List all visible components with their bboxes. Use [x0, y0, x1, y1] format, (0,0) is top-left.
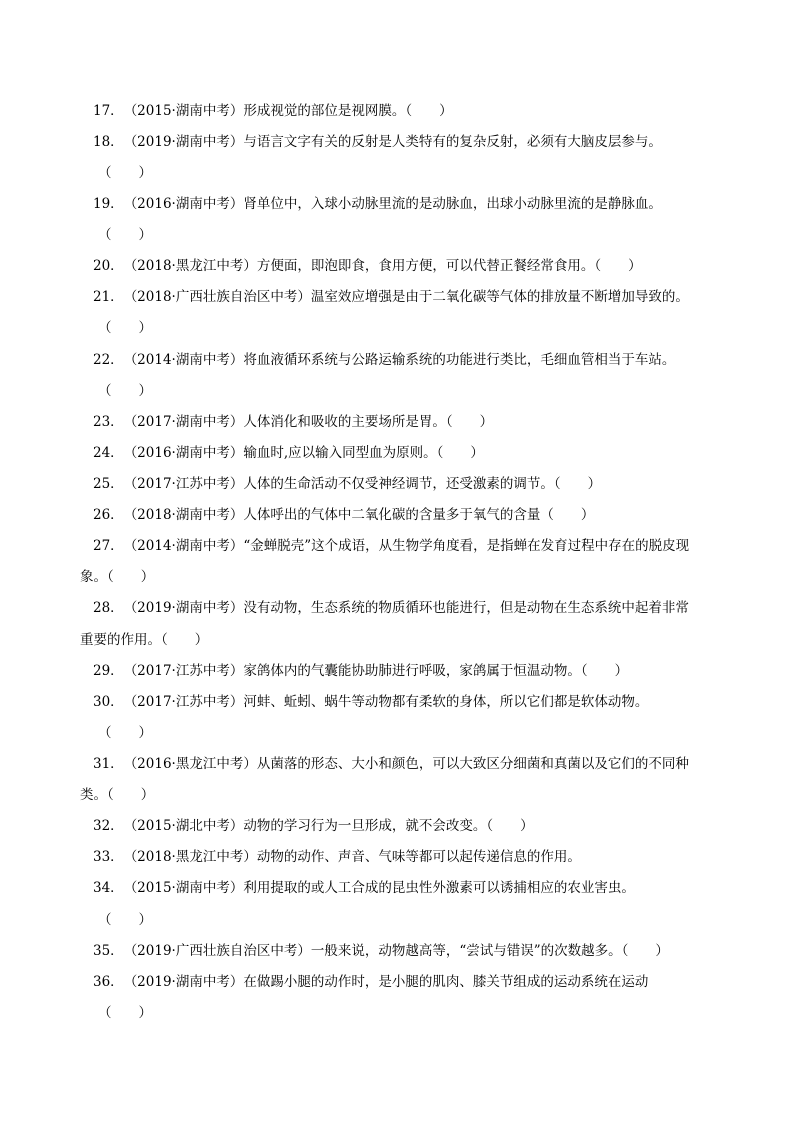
- question-21: [93, 289, 703, 305]
- question-text: （2018·湖南中考）人体呼出的气体中二氧化碳的含量多于氧气的含量（ ）: [123, 507, 595, 523]
- answer-blank: （ ）: [98, 912, 152, 928]
- question-number: 32．: [93, 818, 124, 834]
- question-text: （2016·黑龙江中考）从菌落的形态、大小和颜色，可以大致区分细菌和真菌以及它们的不同种: [123, 756, 689, 772]
- question-30-answer-paren: [98, 725, 708, 741]
- question-number: 24．: [93, 445, 124, 461]
- question-number: 31．: [93, 756, 124, 772]
- question-30: [93, 694, 703, 710]
- question-31-continuation: [80, 787, 690, 803]
- question-number: 27．: [93, 538, 124, 554]
- question-26: [93, 507, 703, 523]
- question-text-continued: 类。（ ）: [80, 787, 155, 803]
- answer-blank: （ ）: [98, 320, 152, 336]
- question-17: [93, 103, 703, 119]
- question-33: [93, 849, 703, 865]
- question-number: 22．: [93, 352, 124, 368]
- question-text: （2019·广西壮族自治区中考）一般来说，动物越高等，“尝试与错误”的次数越多。（ ）: [123, 943, 669, 959]
- question-number: 36．: [93, 974, 124, 990]
- question-31: [93, 756, 703, 772]
- question-text: （2018·黑龙江中考）方便面，即泡即食，食用方便，可以代替正餐经常食用。（ ）: [123, 258, 642, 274]
- question-number: 29．: [93, 663, 124, 679]
- question-text: （2017·湖南中考）人体消化和吸收的主要场所是胃。（ ）: [123, 414, 494, 430]
- question-text: （2014·湖南中考）“金蝉脱壳”这个成语，从生物学角度看，是指蝉在发育过程中存在的脱皮现: [123, 538, 690, 554]
- question-28: [93, 600, 703, 616]
- question-text: （2019·湖南中考）在做踢小腿的动作时，是小腿的肌肉、膝关节组成的运动系统在运动: [123, 974, 649, 990]
- question-text: （2016·湖南中考）输血时,应以输入同型血为原则。（ ）: [123, 445, 484, 461]
- question-text: （2019·湖南中考）没有动物，生态系统的物质循环也能进行，但是动物在生态系统中起着非常: [123, 600, 689, 616]
- question-text: （2017·江苏中考）人体的生命活动不仅受神经调节，还受激素的调节。（ ）: [123, 476, 602, 492]
- question-19-answer-paren: [98, 227, 708, 243]
- question-20: [93, 258, 703, 274]
- question-number: 20．: [93, 258, 124, 274]
- question-text: （2015·湖北中考）动物的学习行为一旦形成，就不会改变。（ ）: [123, 818, 534, 834]
- question-36-answer-paren: [98, 1005, 708, 1021]
- question-text: （2017·江苏中考）家鸽体内的气囊能协助肺进行呼吸，家鸽属于恒温动物。（ ）: [123, 663, 629, 679]
- question-text: （2015·湖南中考）形成视觉的部位是视网膜。（ ）: [123, 103, 453, 119]
- question-number: 23．: [93, 414, 124, 430]
- question-number: 21．: [93, 289, 124, 305]
- question-number: 18．: [93, 134, 124, 150]
- question-29: [93, 663, 703, 679]
- question-number: 25．: [93, 476, 124, 492]
- question-number: 19．: [93, 196, 124, 212]
- question-21-answer-paren: [98, 320, 708, 336]
- question-text: （2015·湖南中考）利用提取的或人工合成的昆虫性外激素可以诱捕相应的农业害虫。: [123, 880, 635, 896]
- question-text: （2018·广西壮族自治区中考）温室效应增强是由于二氧化碳等气体的排放量不断增加导致的。: [123, 289, 689, 305]
- question-number: 26．: [93, 507, 124, 523]
- question-text: （2018·黑龙江中考）动物的动作、声音、气味等都可以起传递信息的作用。: [123, 849, 581, 865]
- question-text-continued: 象。（ ）: [80, 569, 155, 585]
- question-22: [93, 352, 703, 368]
- question-27-continuation: [80, 569, 690, 585]
- question-27: [93, 538, 703, 554]
- question-19: [93, 196, 703, 212]
- question-number: 30．: [93, 694, 124, 710]
- question-text: （2016·湖南中考）肾单位中，入球小动脉里流的是动脉血，出球小动脉里流的是静脉血。: [123, 196, 662, 212]
- question-18-answer-paren: [98, 165, 708, 181]
- question-28-continuation: [80, 632, 690, 648]
- answer-blank: （ ）: [98, 725, 152, 741]
- answer-blank: （ ）: [98, 383, 152, 399]
- question-number: 34．: [93, 880, 124, 896]
- question-23: [93, 414, 703, 430]
- answer-blank: （ ）: [98, 227, 152, 243]
- answer-blank: （ ）: [98, 1005, 152, 1021]
- question-34: [93, 880, 703, 896]
- question-22-answer-paren: [98, 383, 708, 399]
- question-text-continued: 重要的作用。（ ）: [80, 632, 209, 648]
- question-number: 17．: [93, 103, 124, 119]
- question-text: （2019·湖南中考）与语言文字有关的反射是人类特有的复杂反射，必须有大脑皮层参与。: [123, 134, 662, 150]
- answer-blank: （ ）: [98, 165, 152, 181]
- question-25: [93, 476, 703, 492]
- question-18: [93, 134, 703, 150]
- question-32: [93, 818, 703, 834]
- question-text: （2017·江苏中考）河蚌、蚯蚓、蜗牛等动物都有柔软的身体，所以它们都是软体动物。: [123, 694, 649, 710]
- question-number: 35．: [93, 943, 124, 959]
- question-34-answer-paren: [98, 912, 708, 928]
- question-36: [93, 974, 703, 990]
- question-text: （2014·湖南中考）将血液循环系统与公路运输系统的功能进行类比，毛细血管相当于车站。: [123, 352, 676, 368]
- question-24: [93, 445, 703, 461]
- question-number: 33．: [93, 849, 124, 865]
- question-number: 28．: [93, 600, 124, 616]
- question-35: [93, 943, 703, 959]
